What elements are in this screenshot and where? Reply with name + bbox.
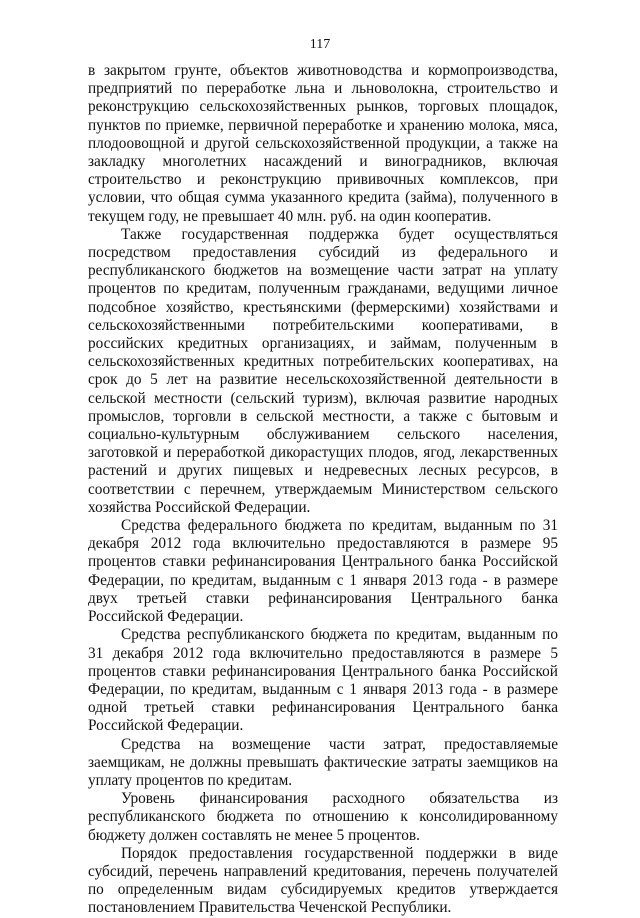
paragraph-cost-limit: Средства на возмещение части затрат, предоставляемые заемщикам, не должны превышать фактические затраты заемщиков на уплату процентов по кредитам. xyxy=(88,735,558,789)
paragraph-funding-level: Уровень финансирования расходного обязательства из республиканского бюджета по отношению к консолидированному бюджету должен составлять не менее 5 процентов. xyxy=(88,790,558,844)
paragraph-federal-budget: Средства федерального бюджета по кредитам, выданным по 31 декабря 2012 года включительно предоставляются в размере 95 процентов ставки рефинансирования Центрального банка Российской Федерации, по кредитам, выданным с 1 января 2013 года - в размере двух третьей ставки рефинансирования Центрального банка Российской Федерации. xyxy=(88,517,558,626)
page-number: 117 xyxy=(309,37,331,52)
paragraph-continuation: в закрытом грунте, объектов животноводства и кормопроизводства, предприятий по переработке льна и льноволокна, строительство и реконструкцию сельскохозяйственных рынков, торговых площадок, пунктов по приемке, первичной переработке и хранению молока, мяса, плодоовощной и другой сельскохозяйственной продукции, а также на закладку многолетних насаждений и виноградников, включая строительство и реконструкцию прививочных комплексов, при условии, что общая сумма указанного кредита (займа), полученного в текущем году, не превышает 40 млн. руб. на один кооператив. xyxy=(88,62,558,225)
paragraph-republican-budget: Средства республиканского бюджета по кредитам, выданным по 31 декабря 2012 года включительно предоставляются в размере 5 процентов ставки рефинансирования Центрального банка Российской Федерации, по кредитам, выданным с 1 января 2013 года - в размере одной третьей ставки рефинансирования Центрального банка Российской Федерации. xyxy=(88,626,558,735)
paragraph-procedure: Порядок предоставления государственной поддержки в виде субсидий, перечень направлений кредитования, перечень получателей по определенным видам субсидируемых кредитов утверждается постановлением Правительства Чеченской Республики. xyxy=(88,844,558,917)
paragraph-state-support: Также государственная поддержка будет осуществляться посредством предоставления субсидий из федерального и республиканского бюджетов на возмещение части затрат на уплату процентов по кредитам, полученным гражданами, ведущими личное подсобное хозяйство, крестьянскими (фермерскими) хозяйствами и сельскохозяйственными потребительскими кооперативами, в российских кредитных организациях, и займам, полученным в сельскохозяйственных кредитных потребительских кооперативах, на срок до 5 лет на развитие несельскохозяйственной деятельности в сельской местности (сельский туризм), включая развитие народных промыслов, торговли в сельской местности, а также с бытовым и социально-культурным обслуживанием сельского населения, заготовкой и переработкой дикорастущих плодов, ягод, лекарственных растений и других пищевых и недревесных лесных ресурсов, в соответствии с перечнем, утверждаемым Министерством сельского хозяйства Российской Федерации. xyxy=(88,225,558,516)
page-body xyxy=(88,62,558,918)
